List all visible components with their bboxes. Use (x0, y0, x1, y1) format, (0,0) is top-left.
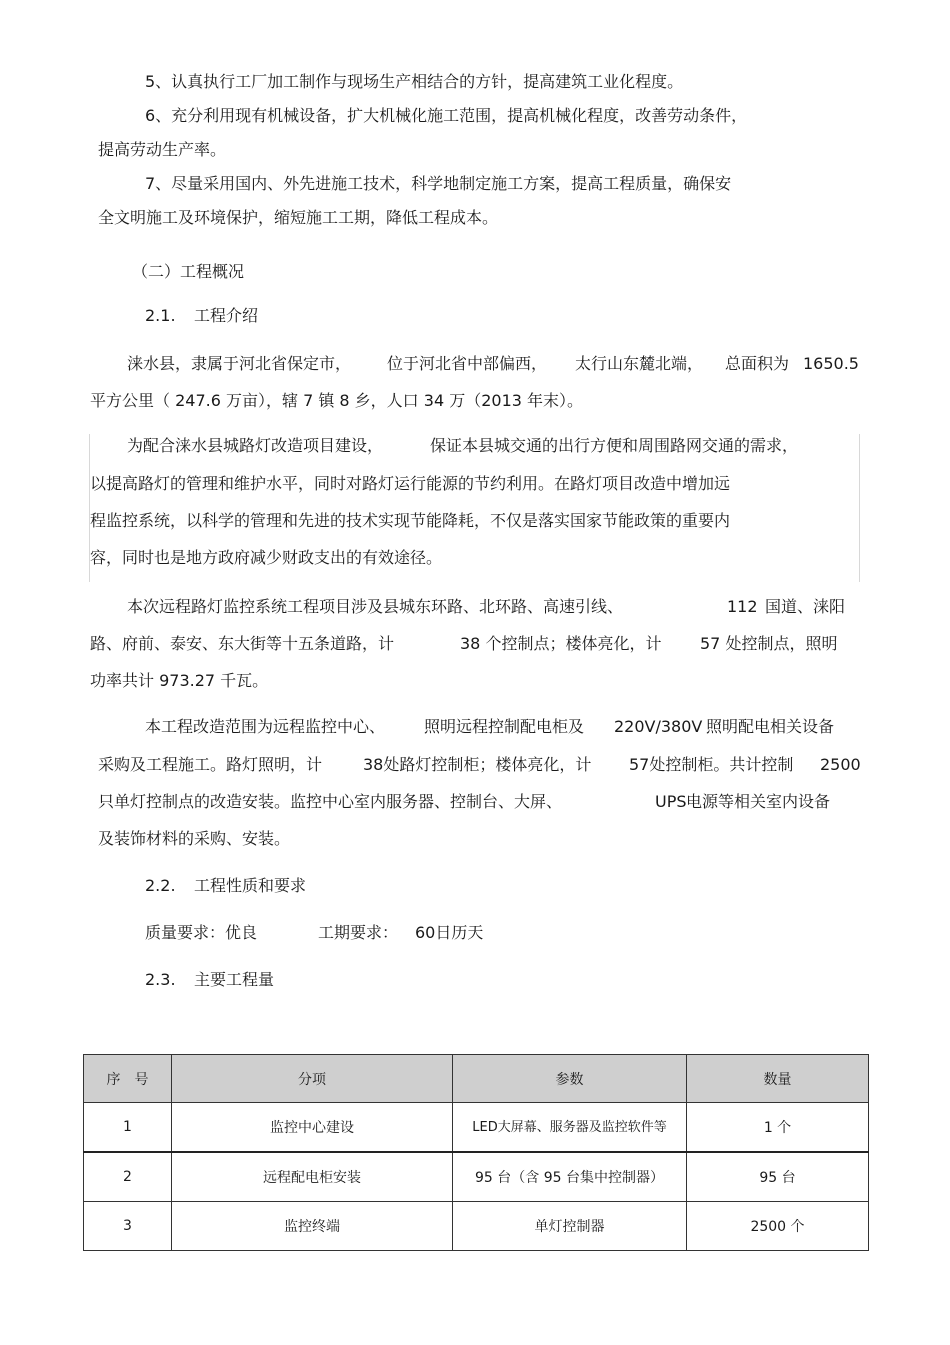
cell-index: 3 (84, 1202, 172, 1251)
text-run: 位于河北省中部偏西， (387, 354, 548, 373)
quality-requirement: 质量要求：优良 (145, 923, 258, 942)
text-run: 57 处控制点，照明 (700, 634, 838, 653)
paragraph-border-right (859, 434, 860, 582)
paragraph-county-line2: 平方公里（ 247.6 万亩），辖 7 镇 8 乡，人口 34 万（2013 年末）。 (90, 391, 584, 410)
cell-item: 监控中心建设 (172, 1103, 453, 1153)
paragraph-purpose-line2: 以提高路灯的管理和维护水平，同时对路灯运行能源的节约利用。在路灯项目改造中增加远 (90, 474, 731, 493)
header-quantity: 数量 (687, 1055, 869, 1103)
period-label: 工期要求： (318, 923, 399, 942)
subsection-title: 工程性质和要求 (194, 876, 307, 895)
text-run: 照明远程控制配电柜及 (424, 717, 585, 736)
text-run: 采购及工程施工。路灯照明，计 (98, 755, 323, 774)
text-run: 保证本县城交通的出行方便和周围路网交通的需求， (430, 436, 799, 455)
cell-params: 单灯控制器 (453, 1202, 687, 1251)
cell-index: 2 (84, 1152, 172, 1202)
cell-item: 远程配电柜安装 (172, 1152, 453, 1202)
section-heading-overview: （二）工程概况 (132, 262, 245, 281)
text-run: 38处路灯控制柜；楼体亮化，计 (363, 755, 592, 774)
text-run: 220V/380V (614, 717, 703, 736)
quantities-table (83, 1054, 869, 1251)
paragraph-range-line4: 及装饰材料的采购、安装。 (98, 829, 291, 848)
cell-params: LED大屏幕、服务器及监控软件等 (453, 1103, 687, 1153)
table-row (84, 1202, 869, 1251)
cell-index: 1 (84, 1103, 172, 1153)
subsection-title: 主要工程量 (194, 970, 275, 989)
text-run: 2500 (820, 755, 861, 774)
text-run: 本工程改造范围为远程监控中心、 (145, 717, 386, 736)
list-item-6-line2: 提高劳动生产率。 (98, 140, 227, 159)
subsection-number: 2.1. (145, 306, 176, 325)
paragraph-purpose-line4: 容，同时也是地方政府减少财政支出的有效途径。 (90, 548, 443, 567)
text-run: UPS (655, 792, 687, 811)
cell-quantity: 1 个 (687, 1103, 869, 1153)
table-header-row (84, 1055, 869, 1103)
text-run: 只单灯控制点的改造安装。监控中心室内服务器、控制台、大屏、 (98, 792, 563, 811)
paragraph-purpose-line3: 程监控系统，以科学的管理和先进的技术实现节能降耗，不仅是落实国家节能政策的重要内 (90, 511, 731, 530)
table-row (84, 1152, 869, 1202)
header-params: 参数 (453, 1055, 687, 1103)
text-run: 国道、涞阳 (765, 597, 846, 616)
list-item-6-line1: 6、充分利用现有机械设备，扩大机械化施工范围，提高机械化程度，改善劳动条件， (145, 106, 748, 125)
period-value: 60日历天 (415, 923, 484, 942)
text-run: 太行山东麓北端， (575, 354, 704, 373)
text-run: 57处控制柜。共计控制 (629, 755, 794, 774)
text-run: 电源等相关室内设备 (686, 792, 831, 811)
subsection-number: 2.2. (145, 876, 176, 895)
cell-params: 95 台（含 95 台集中控制器） (453, 1152, 687, 1202)
text-run: 为配合涞水县城路灯改造项目建设， (127, 436, 384, 455)
text-run: 38 个控制点；楼体亮化，计 (460, 634, 662, 653)
header-item: 分项 (172, 1055, 453, 1103)
subsection-number: 2.3. (145, 970, 176, 989)
cell-quantity: 2500 个 (687, 1202, 869, 1251)
subsection-title: 工程介绍 (194, 306, 259, 325)
list-item-7-line2: 全文明施工及环境保护，缩短施工工期，降低工程成本。 (98, 208, 499, 227)
text-run: 1650.5 (803, 354, 859, 373)
paragraph-scope-line3: 功率共计 973.27 千瓦。 (90, 671, 269, 690)
list-item-5: 5、认真执行工厂加工制作与现场生产相结合的方针，提高建筑工业化程度。 (145, 72, 684, 91)
cell-item: 监控终端 (172, 1202, 453, 1251)
cell-quantity: 95 台 (687, 1152, 869, 1202)
header-index: 序 号 (84, 1055, 172, 1103)
text-run: 路、府前、泰安、东大街等十五条道路，计 (90, 634, 395, 653)
text-run: 112 (727, 597, 758, 616)
text-run: 照明配电相关设备 (706, 717, 835, 736)
text-run: 涞水县，隶属于河北省保定市， (127, 354, 352, 373)
list-item-7-line1: 7、尽量采用国内、外先进施工技术，科学地制定施工方案，提高工程质量，确保安 (145, 174, 732, 193)
table-row (84, 1103, 869, 1153)
text-run: 总面积为 (725, 354, 790, 373)
text-run: 本次远程路灯监控系统工程项目涉及县城东环路、北环路、高速引线、 (127, 597, 624, 616)
